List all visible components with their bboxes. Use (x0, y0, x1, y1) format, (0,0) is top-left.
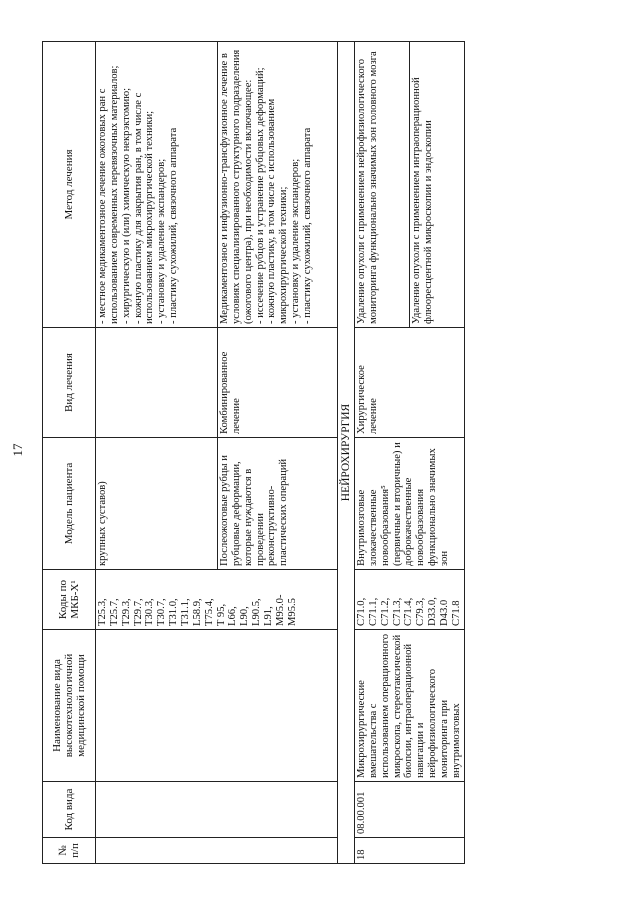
mkb-code: T31.0, (168, 598, 180, 626)
mkb-code: C71.3, (391, 597, 403, 626)
header-name: Наименование вида высокотехнологичной медицинской помощи (43, 630, 96, 782)
cell-type: Хирургическое лечение (355, 328, 465, 438)
table-row (96, 42, 218, 864)
method-item: Медикаментозное и инфузионно-трансфузионное лечение в условиях специализированного структурного подразделения (ожогового центра), при необходимости включающее: (219, 49, 254, 324)
cell-method (218, 42, 338, 328)
mkb-code: L66, (227, 606, 239, 626)
mkb-code: C71.2, (379, 597, 391, 626)
cell-num-empty (96, 838, 338, 864)
mkb-code: C71.4, (403, 597, 415, 626)
mkb-code: D33.0, (427, 597, 439, 626)
header-num: № п/п (43, 838, 96, 864)
mkb-code: T31.1, (180, 598, 192, 626)
cell-method: Удаление опухоли с применением нейрофизиологического мониторинга функционально значимых зон головного мозга (355, 42, 410, 328)
mkb-code: T30.3, (144, 598, 156, 626)
method-item: - хирургическую и (или) химическую некрэктомию; (120, 87, 132, 324)
mkb-code: L90.5, (251, 598, 263, 626)
mkb-code: T30.7, (156, 598, 168, 626)
section-title: НЕЙРОХИРУРГИЯ (338, 42, 355, 864)
cell-method (96, 42, 218, 328)
cell-num: 18 (355, 838, 465, 864)
mkb-code: C71.0, (356, 597, 367, 626)
cell-mkb (355, 570, 465, 630)
hmc-table (42, 41, 465, 864)
method-item: - пластику сухожилий, связочного аппарата (302, 127, 314, 324)
cell-name: Микрохирургические вмешательства с использованием операционного микроскопа, стереотаксической биопсии, интраоперационной навигации и нейрофизиологического мониторинга при внутримозговых (355, 630, 465, 782)
mkb-code: T29.3, (120, 598, 132, 626)
mkb-code: C71.1, (367, 597, 379, 626)
cell-model: Внутримозговые злокачественные новообразования⁵ (первичные и вторичные) и доброкачественные новообразования функционально значимых зон (355, 438, 465, 570)
section-row (338, 42, 355, 864)
mkb-code: C79.3, (415, 597, 427, 626)
method-item: - иссечение рубцов и устранение рубцовых деформаций; (254, 67, 266, 324)
header-model: Модель пациента (43, 438, 96, 570)
mkb-code: T 95, (215, 603, 227, 626)
mkb-code: L58.9, (191, 598, 203, 626)
method-item: - кожную пластику для закрытия ран, в том числе с использованием микрохирургической техники; (132, 92, 156, 324)
mkb-code: T25.7, (108, 598, 120, 626)
method-item: - установку и удаление экспандеров; (156, 158, 168, 324)
mkb-code: L90, (239, 606, 251, 626)
cell-type (96, 328, 218, 438)
mkb-code: T29.7, (132, 598, 144, 626)
cell-code: 08.00.001 (355, 782, 465, 838)
header-row (43, 42, 96, 864)
method-item: - кожную пластику, в том числе с использованием микрохирургической техники; (266, 98, 290, 324)
header-mkb: Коды по МКБ-X¹ (43, 570, 96, 630)
cell-type: Комбинированное лечение (218, 328, 338, 438)
method-item: - установку и удаление экспандеров; (290, 158, 302, 324)
cell-mkb (96, 570, 338, 630)
mkb-code: C71.8 (450, 600, 462, 626)
page-number: 17 (10, 443, 25, 457)
header-type: Вид лечения (43, 328, 96, 438)
header-code: Код вида (43, 782, 96, 838)
cell-name-empty (96, 630, 338, 782)
document-sheet (42, 42, 462, 864)
mkb-code: T75.4, (203, 598, 215, 626)
method-item: - пластику сухожилий, связочного аппарата (168, 127, 180, 324)
table-row (355, 42, 410, 864)
cell-method: Удаление опухоли с применением интраоперационной флюоресцентной микроскопии и эндоскопии (409, 42, 464, 328)
cell-model: Послеожоговые рубцы и рубцовые деформации, которые нуждаются в проведении реконструктивно-пластических операций (218, 438, 338, 570)
mkb-code: T25.3, (97, 598, 108, 626)
cell-code-empty (96, 782, 338, 838)
mkb-code: L91, (263, 606, 275, 626)
mkb-code: M95.0-M95.5 (274, 594, 298, 626)
rotated-table-wrapper (42, 42, 462, 864)
method-item: - местное медикаментозное лечение ожоговых ран с использованием современных перевязочных материалов; (97, 65, 120, 324)
mkb-code: D43.0 (439, 599, 451, 626)
header-method: Метод лечения (43, 42, 96, 328)
cell-model: крупных суставов) (96, 438, 218, 570)
